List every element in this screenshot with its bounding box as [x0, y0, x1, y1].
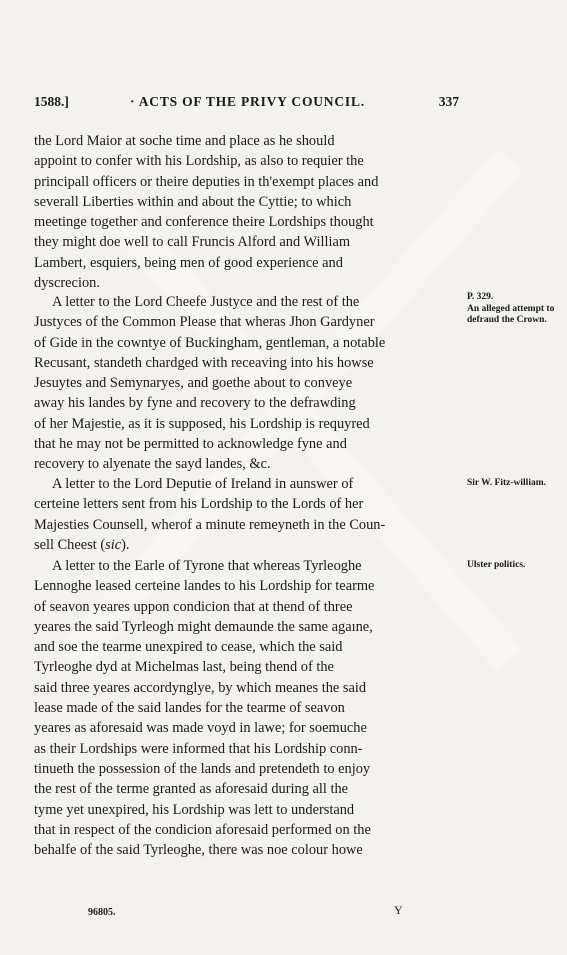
text-line: recovery to alyenate the sayd landes, &c.: [34, 456, 271, 473]
text-line: appoint to confer with his Lordship, as also to requier the: [34, 153, 364, 170]
text-line: that he may not be permitted to acknowledge fyne and: [34, 436, 347, 453]
header-title: · ACTS OF THE PRIVY COUNCIL.: [130, 94, 365, 109]
text-line: away his landes by fyne and recovery to the defrawding: [34, 395, 356, 412]
text-line: A letter to the Lord Deputie of Ireland in aunswer of: [52, 476, 354, 492]
footer-print-code: 96805.: [88, 907, 116, 918]
text-line: certeine letters sent from his Lordship to the Lords of her: [34, 496, 364, 513]
text-line: the Lord Maior at soche time and place as he should: [34, 133, 335, 149]
text-line: the rest of the terme granted as aforesaid during all the: [34, 781, 349, 798]
paragraph-2: [34, 292, 461, 475]
text-line: yeares as aforesaid was made voyd in lawe; for soemuche: [34, 720, 367, 737]
text-line: A letter to the Lord Cheefe Justyce and the rest of the: [52, 294, 360, 310]
page-header: [34, 94, 459, 114]
text-line: of Gide in the cowntye of Buckingham, gentleman, a notable: [34, 334, 386, 351]
text-line: severall Liberties within and about the Cyttie; to which: [34, 193, 352, 210]
text-line: principall officers or theire deputies in th'exempt places and: [34, 173, 379, 190]
text-line: meetinge together and conference theire Lordships thought: [34, 214, 374, 231]
paragraph-4: [34, 556, 461, 860]
text-line: behalfe of the said Tyrleoghe, there was noe colour howe: [34, 842, 363, 859]
paragraph-3: [34, 474, 461, 555]
text-line: sell Cheest (sic).: [34, 536, 130, 553]
footer-signature: Y: [394, 903, 403, 917]
text-line: they might doe well to call Fruncis Alford and William: [34, 234, 351, 251]
header-year: 1588.]: [34, 94, 69, 109]
text-line: Jesuytes and Semynaryes, and goethe about to conveye: [34, 375, 353, 392]
text-line: tinueth the possession of the lands and pretendeth to enjoy: [34, 760, 371, 777]
text-line: Justyces of the Common Please that wheras Jhon Gardyner: [34, 314, 375, 331]
text-line: yeares the said Tyrleogh might demaunde the same agaıne,: [34, 618, 373, 635]
text-line: dyscrecion.: [34, 275, 100, 292]
margin-note-defraud: An alleged attempt to defraud the Crown.: [467, 304, 555, 325]
text-line: Recusant, standeth chardged with receaving into his howse: [34, 354, 374, 371]
text-line: as their Lordships were informed that his Lordship conn-: [34, 740, 363, 757]
text-line: Lambert, esquiers, being men of good experience and: [34, 254, 343, 271]
text-line: of her Majestie, as it is supposed, his Lordship is requyred: [34, 415, 370, 432]
text-line: Tyrleoghe dyd at Michelmas last, being thend of the: [34, 659, 334, 676]
text-line: said three yeares accordynglye, by which meanes the said: [34, 679, 367, 696]
text-line: tyme yet unexpired, his Lordship was lett to understand: [34, 801, 355, 818]
header-page-number: 337: [438, 94, 459, 109]
margin-note-fitzwilliam: Sir W. Fitz-william.: [467, 478, 546, 488]
text-line: Majesties Counsell, wherof a minute remeyneth in the Coun-: [34, 516, 386, 533]
paragraph-1: [34, 131, 461, 293]
text-line: of seavon yeares uppon condicion that at thend of three: [34, 598, 353, 615]
margin-note-ulster: Ulster politics.: [467, 560, 526, 570]
margin-page-ref: P. 329.: [467, 292, 494, 302]
text-line: that in respect of the condicion aforesaid performed on the: [34, 821, 371, 838]
text-line: and soe the tearme unexpired to cease, which the said: [34, 639, 343, 656]
text-line: lease made of the said landes for the tearme of seavon: [34, 700, 345, 717]
text-line: A letter to the Earle of Tyrone that whereas Tyrleoghe: [52, 558, 362, 574]
text-line: Lennoghe leased certeine landes to his Lordship for tearme: [34, 578, 375, 595]
